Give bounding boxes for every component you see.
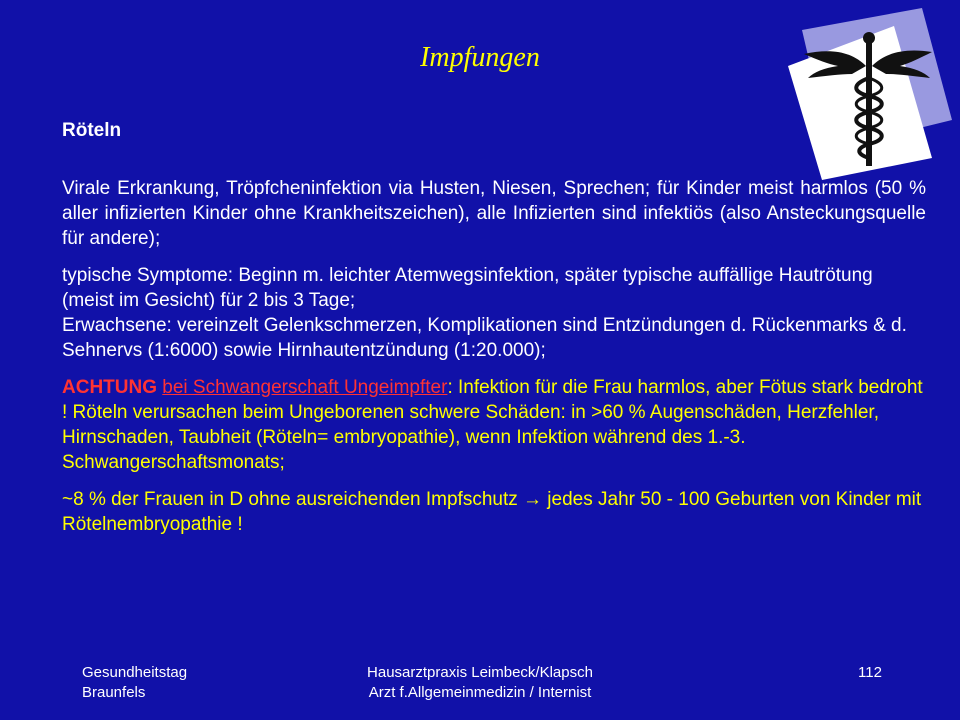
symptoms-adults: Erwachsene: vereinzelt Gelenkschmerzen, Komplikationen sind Entzündungen d. Rückenmarks & d. Sehnervs (1:6000) sowie Hirnhautentzündung (1:20.000);	[62, 315, 907, 361]
symptoms-children: typische Symptome: Beginn m. leichter Atemwegsinfektion, später typische auffällige Hautrötung (meist im Gesicht) für 2 bis 3 Tage;	[62, 265, 873, 311]
warning-label: ACHTUNG	[62, 377, 157, 398]
footer-specialty: Arzt f.Allgemeinmedizin / Internist	[368, 684, 592, 701]
footer-location: Braunfels	[82, 684, 146, 701]
pregnancy-link[interactable]: bei Schwangerschaft Ungeimpfter	[162, 377, 448, 398]
warning-text: : Infektion für die Frau harmlos, aber Fötus stark bedroht ! Röteln verursachen beim Ungeborenen schwere Schäden: in >60 % Augenschäden, Herzfehler, Hirnschaden, Taubheit (Röteln= embryopathie), wenn Infektion während des 1.-3. Schwangerschaftsmonats;	[62, 377, 923, 473]
statistics-text-b: jedes Jahr 50 - 100 Geburten von Kinder mit Rötelnembryopathie !	[62, 489, 922, 535]
slide-title: Impfungen	[420, 42, 540, 73]
section-heading: Röteln	[62, 120, 122, 141]
footer-event: Gesundheitstag	[82, 664, 188, 681]
slide-body	[62, 176, 926, 537]
page-number: 112	[858, 664, 882, 681]
paragraph-statistics	[62, 487, 926, 537]
footer-left	[82, 663, 262, 703]
arrow-right-icon: →	[523, 489, 543, 510]
caduceus-icon	[782, 8, 952, 180]
paragraph-symptoms	[62, 263, 926, 363]
footer-practice: Hausarztpraxis Leimbeck/Klapsch	[367, 664, 593, 681]
paragraph-transmission: Virale Erkrankung, Tröpfcheninfektion via Husten, Niesen, Sprechen; für Kinder meist harmlos (50 % aller infizierten Kinder ohne Krankheitszeichen), alle Infizierten sind infektiös (also Ansteckungsquelle für andere);	[62, 178, 926, 249]
paragraph-warning	[62, 375, 926, 475]
statistics-text-a: ~8 % der Frauen in D ohne ausreichenden Impfschutz	[62, 489, 524, 510]
footer-center	[300, 663, 660, 703]
